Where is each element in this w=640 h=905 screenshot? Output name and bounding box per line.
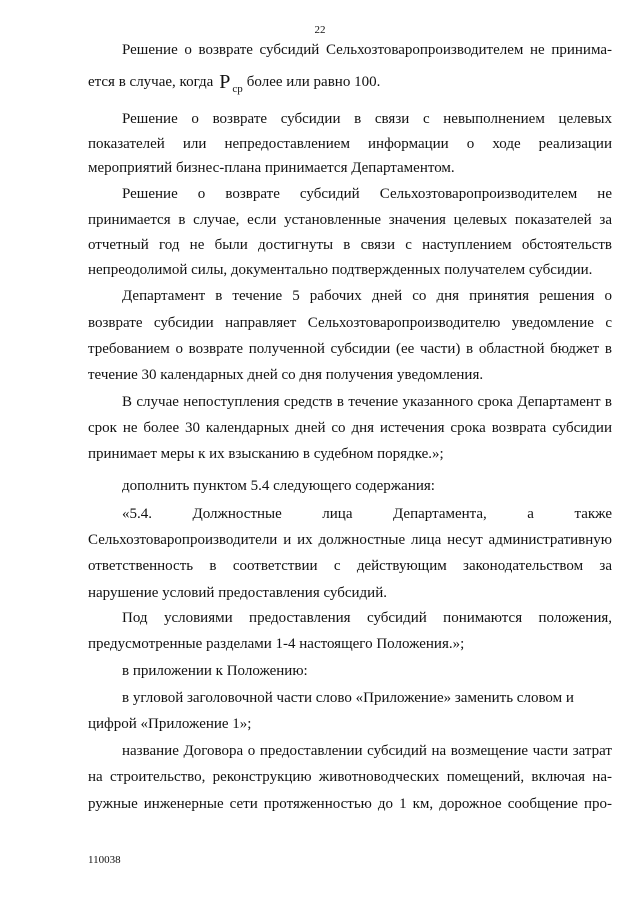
text-line: Решение о возврате субсидий Сельхозтоваропроизводителем не принима- xyxy=(122,42,612,58)
text-line: течение 30 календарных дней со дня получения уведомления. xyxy=(88,367,484,383)
text-line: на строительство, реконструкцию животноводческих помещений, включая на- xyxy=(88,769,612,785)
text-line: В случае непоступления средств в течение указанного срока Департамент в xyxy=(122,394,612,410)
text-line: Сельхозтоваропроизводители и их должностные лица несут административную xyxy=(88,532,612,548)
text-line: Решение о возврате субсидий Сельхозтоваропроизводителем не xyxy=(122,186,612,202)
formula-line xyxy=(88,72,612,99)
document-id: 110038 xyxy=(88,854,121,866)
text-fragment: ется в случае, когда xyxy=(88,74,214,90)
text-line: предусмотренные разделами 1-4 настоящего Положения.»; xyxy=(88,636,465,652)
text-line: возврате субсидии направляет Сельхозтоваропроизводителю уведомление с xyxy=(88,315,612,331)
text-line: цифрой «Приложение 1»; xyxy=(88,716,252,732)
formula-symbol: P xyxy=(219,71,231,93)
text-line: мероприятий бизнес-плана принимается Департаментом. xyxy=(88,160,455,176)
text-line: требованием о возврате полученной субсидии (ее части) в областной бюджет в xyxy=(88,341,612,357)
formula-subscript: ср xyxy=(232,83,243,95)
text-line: Решение о возврате субсидии в связи с невыполнением целевых xyxy=(122,111,612,127)
text-line: принимает меры к их взысканию в судебном порядке.»; xyxy=(88,446,444,462)
text-line: ответственность в соответствии с действующим законодательством за xyxy=(88,558,612,574)
text-fragment: более или равно 100. xyxy=(246,74,381,90)
text-line: отчетный год не были достигнуты в связи с наступлением обстоятельств xyxy=(88,237,612,253)
text-line: дополнить пунктом 5.4 следующего содержания: xyxy=(122,478,435,494)
text-line: Под условиями предоставления субсидий понимаются положения, xyxy=(122,610,612,626)
text-line: принимается в случае, если установленные значения целевых показателей за xyxy=(88,212,612,228)
text-line: непреодолимой силы, документально подтвержденных получателем субсидии. xyxy=(88,262,593,278)
text-line: в угловой заголовочной части слово «Приложение» заменить словом и xyxy=(122,690,574,706)
text-line: срок не более 30 календарных дней со дня истечения срока возврата субсидии xyxy=(88,420,612,436)
text-line: показателей или непредоставлением информации о ходе реализации xyxy=(88,136,612,152)
text-line: название Договора о предоставлении субсидий на возмещение части затрат xyxy=(122,743,612,759)
text-line: ружные инженерные сети протяженностью до 1 км, дорожное сообщение про- xyxy=(88,796,612,812)
text-line: нарушение условий предоставления субсидий. xyxy=(88,585,387,601)
text-line: «5.4. Должностные лица Департамента, а также xyxy=(122,506,612,522)
text-line: Департамент в течение 5 рабочих дней со дня принятия решения о xyxy=(122,288,612,304)
text-line: в приложении к Положению: xyxy=(122,663,308,679)
page-number: 22 xyxy=(314,24,326,36)
